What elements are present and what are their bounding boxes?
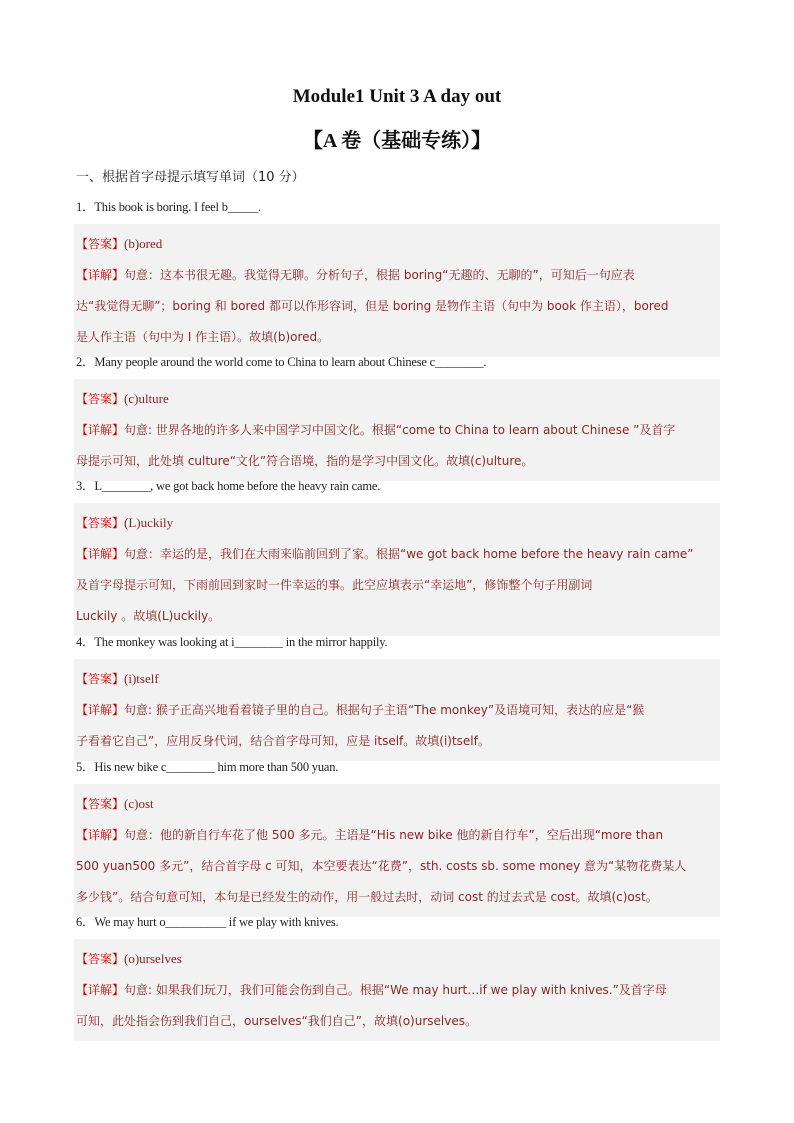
- answer-label: 【答案】: [76, 237, 125, 251]
- detail-label: 【详解】: [76, 547, 125, 561]
- detail-line: [76, 291, 718, 322]
- answer-label: 【答案】: [76, 672, 125, 686]
- detail-line: [76, 851, 718, 882]
- answer-label: 【答案】: [76, 797, 125, 811]
- detail-text: 句意：幸运的是，我们在大雨来临前回到了家。根据“we got back home before the heavy rain came”: [124, 547, 694, 561]
- answer-line: [76, 788, 718, 820]
- answer-value: (c)ulture: [124, 391, 169, 406]
- answer-box: [74, 379, 720, 481]
- question-text: 5．His new bike c________ him more than 500 yuan.: [76, 760, 339, 774]
- detail-label: 【详解】: [76, 983, 125, 997]
- detail-line: [76, 601, 718, 632]
- detail-text: Luckily 。故填(L)uckily。: [76, 609, 221, 623]
- detail-label: 【详解】: [76, 828, 125, 842]
- answer-value: (i)tself: [124, 671, 159, 686]
- detail-text: 是人作主语（句中为 I 作主语）。故填(b)ored。: [76, 330, 330, 344]
- question-text: 1．This book is boring. I feel b_____.: [76, 200, 261, 214]
- question-block: [74, 913, 720, 1041]
- answer-box: [74, 224, 720, 357]
- detail-text: 句意：他的新自行车花了他 500 多元。主语是“His new bike 他的新自行车”，空后出现“more than: [124, 828, 664, 842]
- detail-text: 句意: 世界各地的许多人来中国学习中国文化。根据“come to China to learn about Chinese ”及首字: [124, 423, 676, 437]
- question-block: [74, 758, 720, 917]
- question-block: [74, 198, 720, 357]
- detail-line: [76, 415, 718, 446]
- detail-line: [76, 1006, 718, 1037]
- question-text: 4．The monkey was looking at i________ in the mirror happily.: [76, 635, 388, 649]
- question-text: 2．Many people around the world come to China to learn about Chinese c________.: [76, 355, 487, 369]
- answer-value: (c)ost: [124, 796, 154, 811]
- answer-line: [76, 228, 718, 260]
- question-block: [74, 477, 720, 636]
- detail-line: [76, 260, 718, 291]
- detail-text: 句意：这本书很无趣。我觉得无聊。分析句子，根据 boring“无趣的、无聊的”，可知后一句应表: [124, 268, 635, 282]
- page-subtitle: 【A 卷（基础专练）】: [302, 130, 492, 152]
- question-block: [74, 633, 720, 761]
- answer-line: [76, 943, 718, 975]
- detail-text: 达“我觉得无聊”；boring 和 bored 都可以作形容词，但是 boring 是物作主语（句中为 book 作主语），bored: [76, 299, 669, 313]
- answer-line: [76, 383, 718, 415]
- detail-line: [76, 882, 718, 913]
- answer-label: 【答案】: [76, 952, 125, 966]
- section-heading: 一、根据首字母提示填写单词（10 分）: [76, 170, 305, 185]
- answer-value: (b)ored: [124, 236, 163, 251]
- detail-text: 可知，此处指会伤到我们自己，ourselves“我们自己”，故填(o)urselves。: [76, 1014, 477, 1028]
- question-block: [74, 353, 720, 481]
- answer-value: (o)urselves: [124, 951, 182, 966]
- detail-text: 母提示可知，此处填 culture“文化”符合语境，指的是学习中国文化。故填(c)ulture。: [76, 454, 534, 468]
- detail-text: 子看着它自己”，应用反身代词，结合首字母可知，应是 itself。故填(i)tself。: [76, 734, 490, 748]
- answer-box: [74, 939, 720, 1041]
- page-title: Module1 Unit 3 A day out: [292, 86, 502, 107]
- detail-line: [76, 726, 718, 757]
- detail-label: 【详解】: [76, 423, 125, 437]
- detail-line: [76, 446, 718, 477]
- detail-label: 【详解】: [76, 703, 125, 717]
- detail-line: [76, 820, 718, 851]
- detail-text: 句意: 如果我们玩刀，我们可能会伤到自己。根据“We may hurt…if we play with knives.”及首字母: [124, 983, 667, 997]
- detail-label: 【详解】: [76, 268, 125, 282]
- answer-box: [74, 503, 720, 636]
- answer-box: [74, 659, 720, 761]
- question-text: 6．We may hurt o__________ if we play with knives.: [76, 915, 339, 929]
- detail-line: [76, 975, 718, 1006]
- answer-label: 【答案】: [76, 392, 125, 406]
- detail-text: 及首字母提示可知，下雨前回到家时一件幸运的事。此空应填表示“幸运地”，修饰整个句子用副词: [76, 578, 593, 592]
- detail-text: 500 yuan500 多元”，结合首字母 c 可知，本空要表达“花费”，sth. costs sb. some money 意为“某物花费某人: [76, 859, 687, 873]
- answer-line: [76, 663, 718, 695]
- answer-label: 【答案】: [76, 516, 125, 530]
- answer-box: [74, 784, 720, 917]
- detail-text: 多少钱”。结合句意可知，本句是已经发生的动作，用一般过去时，动词 cost 的过去式是 cost。故填(c)ost。: [76, 890, 658, 904]
- detail-line: [76, 695, 718, 726]
- answer-value: (L)uckily: [124, 515, 174, 530]
- detail-text: 句意: 猴子正高兴地看着镜子里的自己。根据句子主语“The monkey”及语境可知，表达的应是“猴: [124, 703, 645, 717]
- answer-line: [76, 507, 718, 539]
- detail-line: [76, 539, 718, 570]
- detail-line: [76, 322, 718, 353]
- question-text: 3．L________, we got back home before the heavy rain came.: [76, 479, 381, 493]
- detail-line: [76, 570, 718, 601]
